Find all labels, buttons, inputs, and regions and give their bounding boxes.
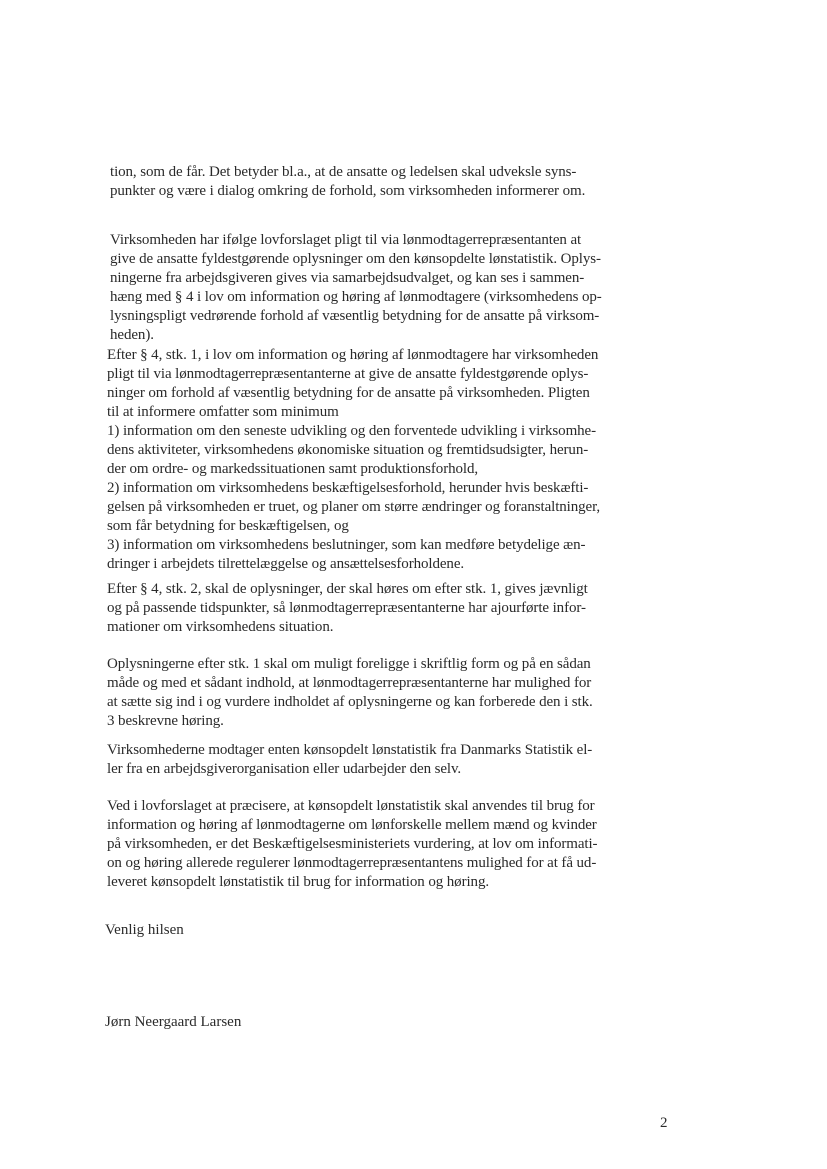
text-line: Efter § 4, stk. 1, i lov om information og høring af lønmodtagere har virksomheden xyxy=(107,347,599,363)
text-line: og på passende tidspunkter, så lønmodtagerrepræsentanterne har ajourførte infor- xyxy=(107,600,586,616)
text-line: til at informere omfatter som minimum xyxy=(107,404,339,420)
text-line: lysningspligt vedrørende forhold af væsentlig betydning for de ansatte på virksom- xyxy=(110,308,600,324)
text-line: ningerne fra arbejdsgiveren gives via samarbejdsudvalget, og kan ses i sammen- xyxy=(110,270,585,286)
text-line: hæng med § 4 i lov om information og høring af lønmodtagere (virksomhedens op- xyxy=(110,289,602,305)
text-line: gelsen på virksomheden er truet, og planer om større ændringer og foranstaltninger, xyxy=(107,499,601,515)
closing-greeting: Venlig hilsen xyxy=(105,922,184,938)
signer-name: Jørn Neergaard Larsen xyxy=(105,1014,242,1030)
text-line: ninger om forhold af væsentlig betydning for de ansatte på virksomheden. Pligten xyxy=(107,385,590,401)
text-line: at sætte sig ind i og vurdere indholdet af oplysningerne og kan forberede den i stk. xyxy=(107,694,593,710)
text-line: give de ansatte fyldestgørende oplysninger om den kønsopdelte lønstatistik. Oplys- xyxy=(110,251,601,267)
text-line: på virksomheden, er det Beskæftigelsesministeriets vurdering, at lov om informati- xyxy=(107,836,598,852)
text-line: pligt til via lønmodtagerrepræsentanterne at give de ansatte fyldestgørende oplys- xyxy=(107,366,589,382)
text-line: der om ordre- og markedssituationen samt produktionsforhold, xyxy=(107,461,479,477)
text-line: dens aktiviteter, virksomhedens økonomiske situation og fremtidsudsigter, herun- xyxy=(107,442,589,458)
text-line: 3 beskrevne høring. xyxy=(107,713,224,729)
text-line: 3) information om virksomhedens beslutninger, som kan medføre betydelige æn- xyxy=(107,537,586,553)
text-line: mationer om virksomhedens situation. xyxy=(107,619,334,635)
text-line: Oplysningerne efter stk. 1 skal om muligt foreligge i skriftlig form og på en sådan xyxy=(107,656,591,672)
text-line: 1) information om den seneste udvikling og den forventede udvikling i virksomhe- xyxy=(107,423,596,439)
text-line: tion, som de får. Det betyder bl.a., at de ansatte og ledelsen skal udveksle syns- xyxy=(110,164,577,180)
text-line: 2) information om virksomhedens beskæftigelsesforhold, herunder hvis beskæfti- xyxy=(107,480,589,496)
text-line: dringer i arbejdets tilrettelæggelse og ansættelsesforholdene. xyxy=(107,556,465,572)
text-line: punkter og være i dialog omkring de forhold, som virksomheden informerer om. xyxy=(110,183,586,199)
text-line: Efter § 4, stk. 2, skal de oplysninger, der skal høres om efter stk. 1, gives jævnligt xyxy=(107,581,588,597)
text-line: information og høring af lønmodtagerne om lønforskelle mellem mænd og kvinder xyxy=(107,817,597,833)
text-line: Ved i lovforslaget at præcisere, at kønsopdelt lønstatistik skal anvendes til brug for xyxy=(107,798,595,814)
text-line: ler fra en arbejdsgiverorganisation eller udarbejder den selv. xyxy=(107,761,462,777)
text-line: leveret kønsopdelt lønstatistik til brug for information og høring. xyxy=(107,874,489,890)
text-line: Virksomheden har ifølge lovforslaget pligt til via lønmodtagerrepræsentanten at xyxy=(110,232,582,248)
text-line: måde og med et sådant indhold, at lønmodtagerrepræsentanterne har mulighed for xyxy=(107,675,592,691)
text-line: som får betydning for beskæftigelsen, og xyxy=(107,518,349,534)
text-line: on og høring allerede regulerer lønmodtagerrepræsentantens mulighed for at få ud- xyxy=(107,855,597,871)
page-number: 2 xyxy=(660,1115,668,1131)
text-line: heden). xyxy=(110,327,154,343)
text-line: Virksomhederne modtager enten kønsopdelt lønstatistik fra Danmarks Statistik el- xyxy=(107,742,593,758)
